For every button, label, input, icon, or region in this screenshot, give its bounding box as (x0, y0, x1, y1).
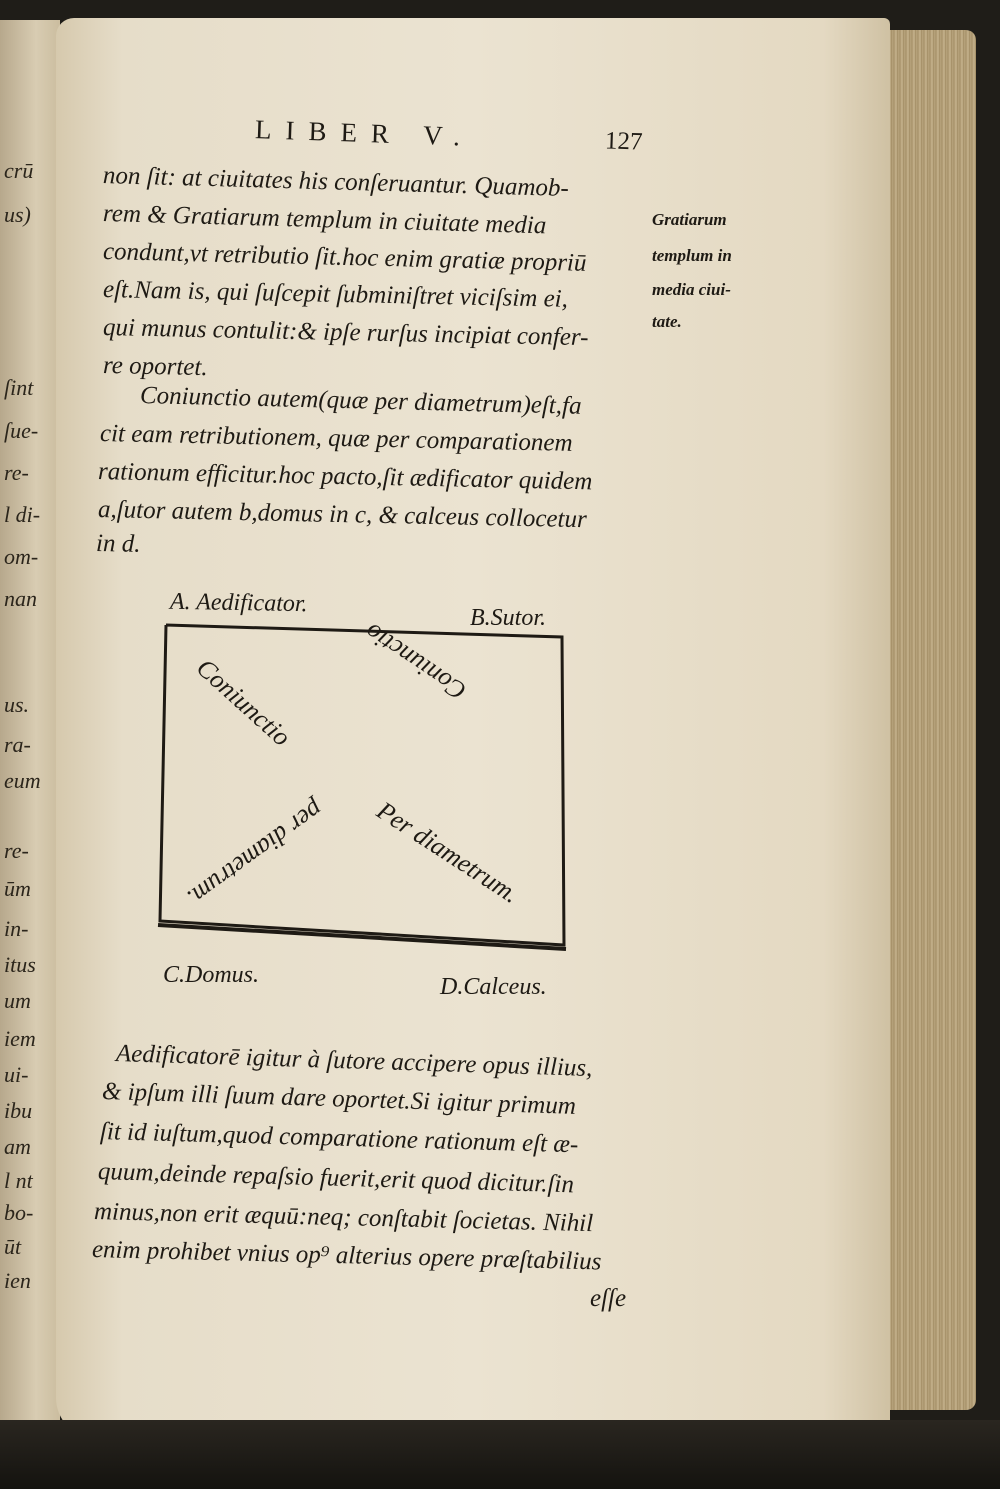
text-line: rem & Gratiarum templum in ciuitate media (102, 200, 547, 240)
left-page-fragment: bo- (4, 1200, 34, 1225)
diagonal-label-bottom-right: Per diametrum. (371, 795, 525, 909)
text-line: re oportet. (102, 352, 208, 382)
left-page-fragment: itus (4, 952, 36, 977)
text-line: a,ſutor autem b,domus in c, & calceus collocetur (97, 496, 587, 534)
margin-note-line: media ciui- (652, 280, 731, 299)
text-line: & ipſum illi ſuum dare oportet.Si igitur primum (101, 1078, 577, 1120)
left-page-fragment: ra- (4, 732, 31, 757)
left-page-fragment: ui- (4, 1062, 29, 1087)
diagonal-label-top-right: Coniunctio (359, 617, 472, 707)
left-page-fragment: iem (4, 1026, 36, 1051)
left-page-fragment: crū (4, 158, 34, 183)
left-page-fragment: eum (4, 768, 41, 793)
text-line: Coniunctio autem(quæ per diametrum)eſt,fa (139, 382, 582, 420)
left-page-fragment: us) (4, 202, 31, 227)
left-page-fragment: ūm (4, 876, 31, 901)
margin-note-line: templum in (652, 246, 732, 265)
left-page-fragment: ibu (4, 1098, 33, 1123)
text-line: cit eam retributionem, quæ per comparationem (99, 420, 573, 457)
left-page-fragment: om- (4, 544, 39, 569)
catchword: eſſe (590, 1285, 627, 1312)
corner-label-d: D.Calceus. (440, 974, 547, 1000)
left-page-fragment: nan (4, 586, 37, 611)
text-line: condunt,vt retributio ſit.hoc enim gratiæ propriū (102, 238, 587, 277)
left-page-fragment: ien (4, 1268, 31, 1293)
left-page-fragment: in- (4, 916, 29, 941)
text-line: quum,deinde repaſsio fuerit,erit quod dicitur.ſin (97, 1158, 575, 1199)
left-page-fragment: ūt (4, 1234, 22, 1259)
left-page-fragment: l di- (4, 502, 41, 527)
text-line: eſt.Nam is, qui ſuſcepit ſubminiſtret viciſsim ei, (102, 276, 569, 313)
margin-note-line: tate. (652, 312, 682, 331)
left-page-fragment: us. (4, 692, 30, 717)
left-page-fragment: am (4, 1134, 31, 1159)
diagonal-label-bottom-left: per diametrum. (181, 795, 329, 913)
diagram-base-rule (158, 925, 566, 949)
diagram-box (150, 615, 580, 960)
corner-label-b: B.Sutor. (470, 605, 547, 631)
text-line: Aedificatorē igitur à ſutore accipere opus illius, (115, 1040, 593, 1082)
page-number: 127 (604, 127, 643, 156)
margin-note-line: Gratiarum (652, 210, 727, 229)
text-line: non ſit: at ciuitates his conſeruantur. Quamob- (102, 162, 570, 203)
corner-label-c: C.Domus. (163, 962, 260, 988)
text-line: in d. (95, 530, 141, 558)
left-page-fragment: ſint (4, 375, 34, 400)
bottom-shadow (0, 1420, 1000, 1489)
left-page-fragment: l nt (4, 1168, 33, 1193)
running-head: LIBER V. (254, 114, 475, 152)
diagonal-label-top-left: Coniunctio (190, 652, 297, 752)
left-page-fragment: re- (4, 460, 29, 485)
left-page-fragment: re- (4, 838, 29, 863)
text-line: rationum efficitur.hoc pacto,ſit ædificator quidem (97, 458, 593, 496)
text-line: minus,non erit æquū:neq; conſtabit ſocietas. Nihil (93, 1198, 594, 1238)
left-page-edge (0, 20, 60, 1420)
text-line: qui munus contulit:& ipſe rurſus incipiat confer- (102, 314, 589, 352)
left-page-fragment: ſue- (4, 418, 39, 443)
left-page-fragment: um (4, 988, 31, 1013)
text-line: enim prohibet vnius op⁹ alterius opere præſtabilius (91, 1236, 602, 1276)
text-line: ſit id iuſtum,quod comparatione rationum eſt æ- (99, 1118, 579, 1159)
page-fore-edge (880, 30, 976, 1410)
corner-label-a: A. Aedificator. (169, 588, 308, 618)
